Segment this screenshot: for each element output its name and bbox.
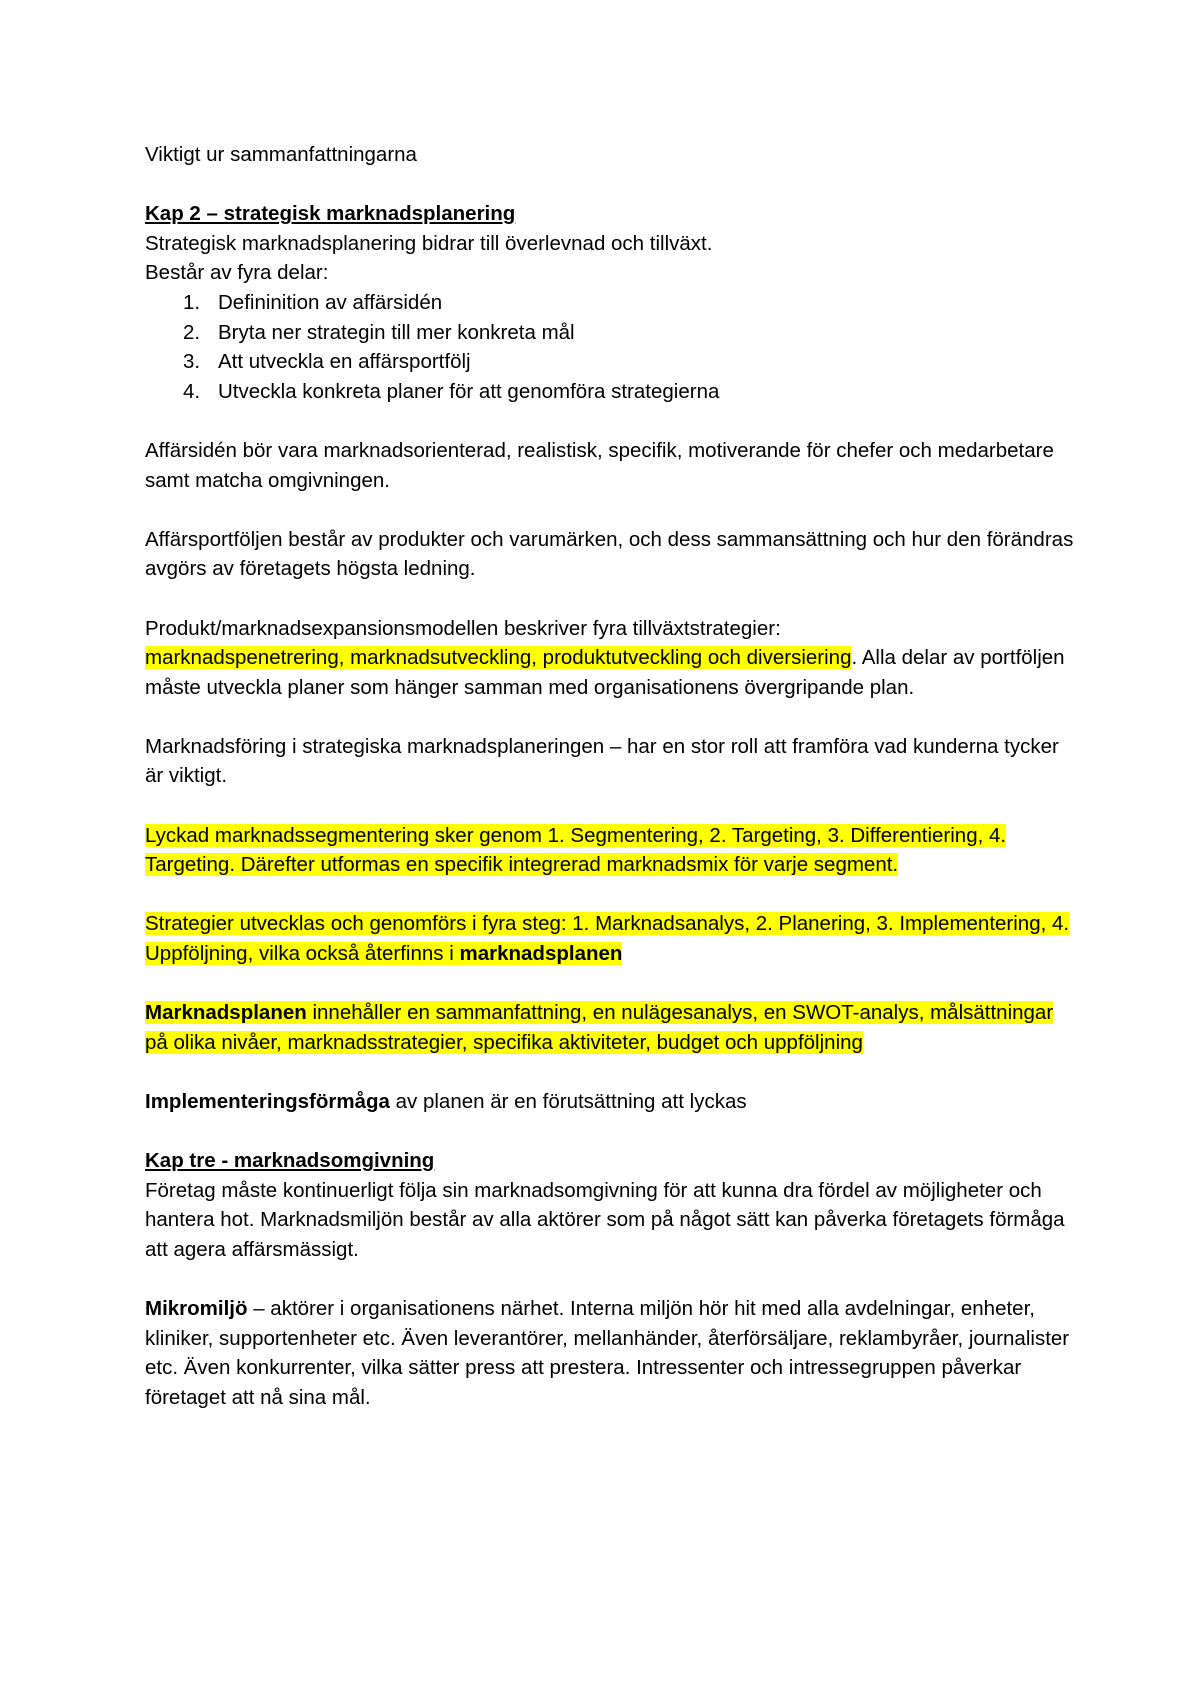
kap2-heading: Kap 2 – strategisk marknadsplanering [145,202,516,226]
segmentering-paragraph [145,821,1075,880]
kap2-list-intro: Består av fyra delar: [145,261,329,285]
kap2-intro: Strategisk marknadsplanering bidrar till överlevnad och tillväxt. [145,231,713,255]
marknadsplanen-text: innehåller en sammanfattning, en nulägesanalys, en SWOT-analys, målsättningar på olika nivåer, marknadsstrategier, specifika aktiviteter, budget och uppföljning [145,1001,1054,1054]
highlighted-strategies: marknadspenetrering, marknadsutveckling, produktutveckling och diversiering [145,646,852,670]
mikromiljo-paragraph [145,1294,1075,1412]
list-item-number: 4. [183,379,201,403]
affarsportfolj-paragraph: Affärsportföljen består av produkter och varumärken, och dess sammansättning och hur den förändras avgörs av företagets högsta ledning. [145,527,1074,581]
implementering-paragraph [145,1087,1075,1117]
strategier-paragraph [145,909,1075,968]
strategier-text: Strategier utvecklas och genomförs i fyra steg: 1. Marknadsanalys, 2. Planering, 3. Implementering, 4. Uppföljning, vilka också återfinns i [145,912,1070,966]
marknadsforing-paragraph: Marknadsföring i strategiska marknadsplaneringen – har en stor roll att framföra vad kunderna tycker är viktigt. [145,734,1059,788]
spacer [145,584,1075,614]
highlighted-segmentering: Lyckad marknadssegmentering sker genom 1. Segmentering, 2. Targeting, 3. Differentiering, 4. Targeting. Därefter utformas en specifik integrerad marknadsmix för varje segment. [145,823,1007,877]
spacer [145,969,1075,999]
list-item [145,347,1075,377]
implementering-bold: Implementeringsförmåga [145,1090,390,1113]
spacer [145,406,1075,436]
spacer [145,702,1075,732]
spacer [145,1265,1075,1295]
produkt-strategies-rest: . Alla delar av portföljen måste utveckla planer som hänger samman med organisationens övergripande plan. [145,646,1065,699]
marknadsplanen-paragraph [145,998,1075,1057]
mikromiljo-text: – aktörer i organisationens närhet. Interna miljön hör hit med alla avdelningar, enheter, kliniker, supportenheter etc. Även leverantörer, mellanhänder, återförsäljare, reklambyråer, journalister etc. Även konkurrenter, vilka sätter press att prestera. Intressenter och intressegruppen påverkar företaget att nå sina mål. [145,1297,1070,1409]
spacer [145,495,1075,525]
mikromiljo-bold: Mikromiljö [145,1297,248,1321]
list-item-text: Att utveckla en affärsportfölj [218,350,471,374]
list-item [145,377,1075,407]
kap3-heading: Kap tre - marknadsomgivning [145,1149,435,1173]
document-page [145,140,1075,1413]
produkt-strategies-paragraph [145,643,1075,702]
kap3-intro: Företag måste kontinuerligt följa sin marknadsomgivning för att kunna dra fördel av möjligheter och hantera hot. Marknadsmiljön består av alla aktörer som på något sätt kan påverka företagets förmåga att agera affärsmässigt. [145,1178,1065,1261]
affarside-paragraph: Affärsidén bör vara marknadsorienterad, realistisk, specifik, motiverande för chefer och medarbetare samt matcha omgivningen. [145,438,1054,492]
list-item [145,318,1075,348]
list-item-number: 2. [183,320,201,344]
implementering-text: av planen är en förutsättning att lyckas [389,1090,747,1113]
list-item [145,288,1075,318]
spacer [145,1117,1075,1147]
document-title: Viktigt ur sammanfattningarna [145,143,417,166]
list-item-number: 3. [183,350,201,374]
kap2-parts-list [145,288,1075,406]
spacer [145,170,1075,200]
produkt-intro-paragraph: Produkt/marknadsexpansionsmodellen beskriver fyra tillväxtstrategier: [145,616,781,640]
list-item-number: 1. [183,290,201,314]
marknadsplanen-bold: Marknadsplanen [145,1001,307,1025]
list-item-text: Utveckla konkreta planer för att genomföra strategierna [218,379,720,403]
strategier-bold: marknadsplanen [459,942,623,966]
spacer [145,880,1075,910]
spacer [145,1057,1075,1087]
highlighted-strategier [145,912,1069,965]
list-item-text: Bryta ner strategin till mer konkreta mål [218,320,575,344]
spacer [145,791,1075,821]
highlighted-marknadsplanen [145,1001,1053,1054]
list-item-text: Defininition av affärsidén [218,290,443,314]
